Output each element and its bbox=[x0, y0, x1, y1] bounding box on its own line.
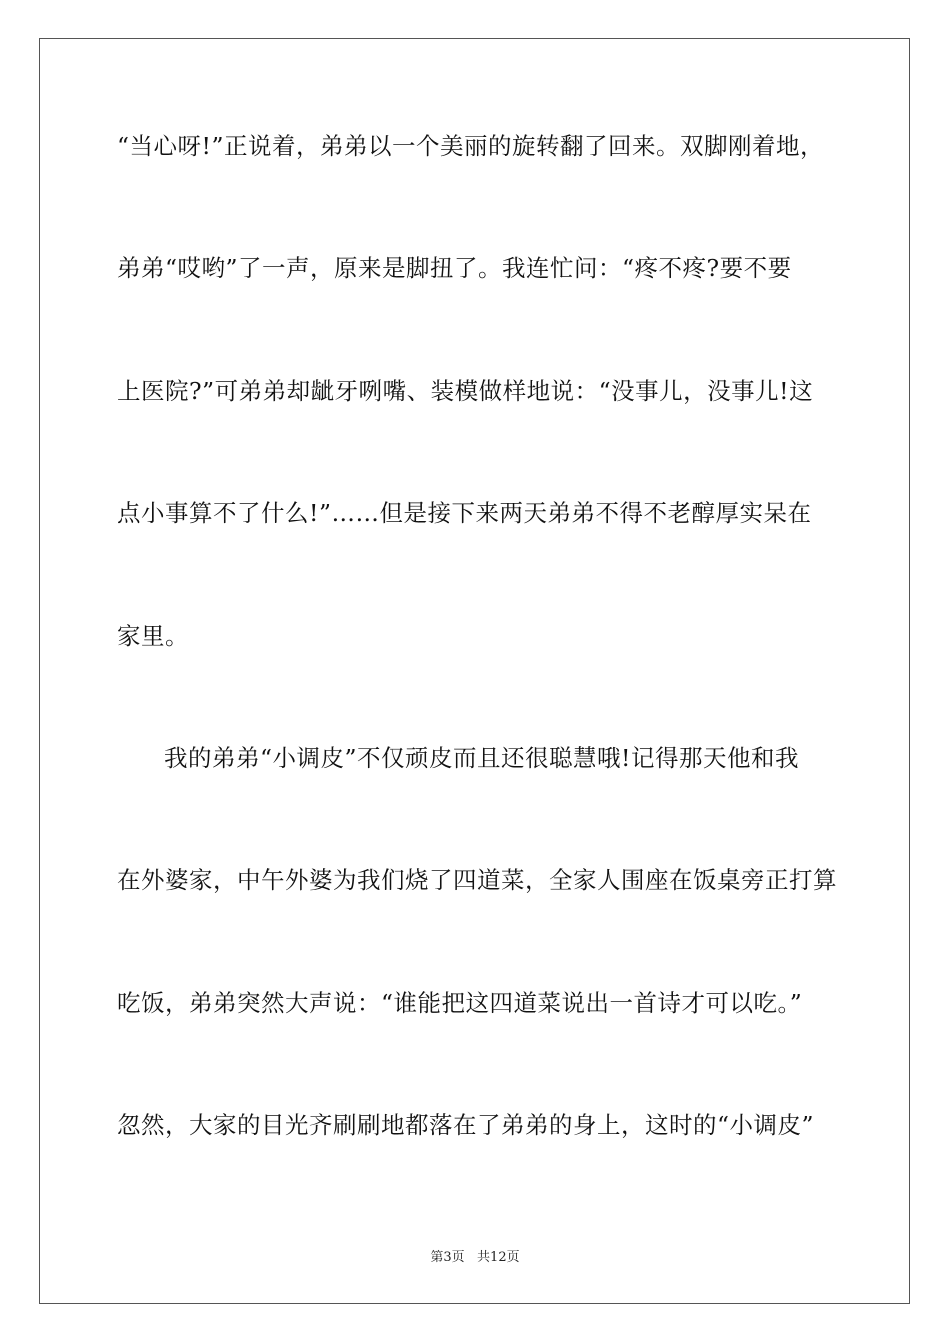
text-line: 弟弟“哎哟”了一声，原来是脚扭了。我连忙问：“疼不疼?要不要 bbox=[117, 254, 792, 283]
text-line-paragraph-start: 我的弟弟“小调皮”不仅顽皮而且还很聪慧哦!记得那天他和我 bbox=[164, 743, 799, 772]
text-line: “当心呀!”正说着，弟弟以一个美丽的旋转翻了回来。双脚刚着地， bbox=[117, 132, 824, 160]
document-body bbox=[117, 126, 837, 1228]
text-line: 吃饭，弟弟突然大声说：“谁能把这四道菜说出一首诗才可以吃。” bbox=[117, 988, 803, 1017]
text-line: 上医院?”可弟弟却龇牙咧嘴、装模做样地说：“没事儿，没事儿!这 bbox=[117, 376, 814, 405]
text-line: 在外婆家，中午外婆为我们烧了四道菜，全家人围座在饭桌旁正打算 bbox=[117, 866, 837, 895]
page-number-footer: 第3页 共12页 bbox=[430, 1250, 520, 1265]
text-line: 点小事算不了什么!”……但是接下来两天弟弟不得不老醇厚实呆在 bbox=[117, 499, 812, 528]
text-line: 家里。 bbox=[117, 621, 189, 650]
text-line: 忽然，大家的目光齐刷刷地都落在了弟弟的身上，这时的“小调皮” bbox=[117, 1111, 815, 1140]
